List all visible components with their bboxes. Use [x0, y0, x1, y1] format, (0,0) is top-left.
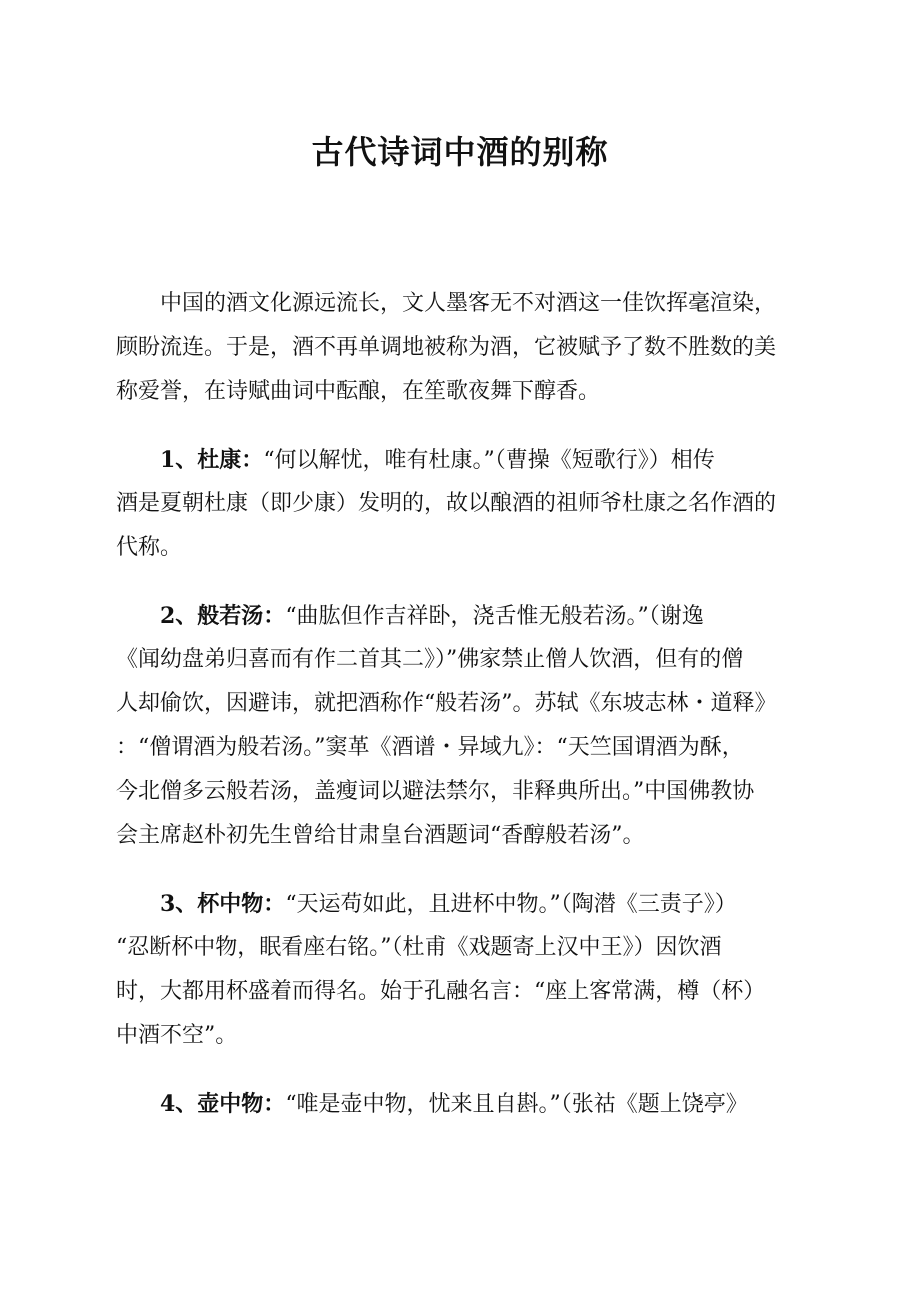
text-line [116, 594, 812, 638]
entry-text: “何以解忧，唯有杜康。”（曹操《短歌行》）相传 [263, 448, 715, 473]
entry-text: “唯是壶中物，忧来且自斟。”（张祜《题上饶亭》 [285, 1092, 748, 1117]
entry-paragraph-dukang [116, 438, 812, 570]
text-line [116, 1082, 812, 1126]
text-line: 人却偷饮，因避讳，就把酒称作“般若汤”。苏轼《东坡志林・道释》 [116, 691, 777, 716]
text-line [116, 882, 812, 926]
text-line: 称爱誉，在诗赋曲词中酝酿，在笙歌夜舞下醇香。 [116, 379, 601, 404]
entry-paragraph-huzhongwu [116, 1082, 812, 1126]
text-line: “忍断杯中物，眠看座右铭。”（杜甫《戏题寄上汉中王》）因饮酒 [116, 935, 722, 960]
text-line: 今北僧多云般若汤，盖瘦词以避法禁尔，非释典所出。”中国佛教协 [116, 779, 755, 804]
text-line: 时，大都用杯盛着而得名。始于孔融名言：“座上客常满，樽（杯） [116, 979, 766, 1004]
entry-paragraph-boruotang [116, 594, 812, 858]
entry-term: 3、杯中物： [160, 891, 286, 917]
entry-term: 4、壶中物： [160, 1091, 286, 1117]
text-line: 代称。 [116, 535, 183, 560]
page-title: 古代诗词中酒的别称 [311, 133, 609, 171]
entry-text: “曲肱但作吉祥卧，浇舌惟无般若汤。”（谢逸 [285, 604, 704, 629]
entry-text: “天运苟如此，且进杯中物。”（陶潜《三责子》） [285, 892, 737, 917]
entry-term: 1、杜康： [160, 447, 264, 473]
document-body [116, 282, 812, 1126]
text-line: 顾盼流连。于是，酒不再单调地被称为酒，它被赋予了数不胜数的美 [116, 335, 777, 360]
text-line: 酒是夏朝杜康（即少康）发明的，故以酿酒的祖师爷杜康之名作酒的 [116, 491, 777, 516]
intro-paragraph [116, 282, 812, 414]
text-line: 会主席赵朴初先生曾给甘肃皇台酒题词“香醇般若汤”。 [116, 823, 645, 848]
text-line: 《闻幼盘弟归喜而有作二首其二》）”佛家禁止僧人饮酒，但有的僧 [116, 647, 744, 672]
entry-paragraph-beizhongwu [116, 882, 812, 1058]
text-line: 中酒不空”。 [116, 1023, 238, 1048]
entry-term: 2、般若汤： [160, 603, 286, 629]
text-line: ：“僧谓酒为般若汤。”窦革《酒谱・异域九》：“天竺国谓酒为酥， [116, 735, 744, 760]
text-line: 中国的酒文化源远流长，文人墨客无不对酒这一佳饮挥毫渲染， [160, 291, 777, 316]
text-line [116, 438, 812, 482]
